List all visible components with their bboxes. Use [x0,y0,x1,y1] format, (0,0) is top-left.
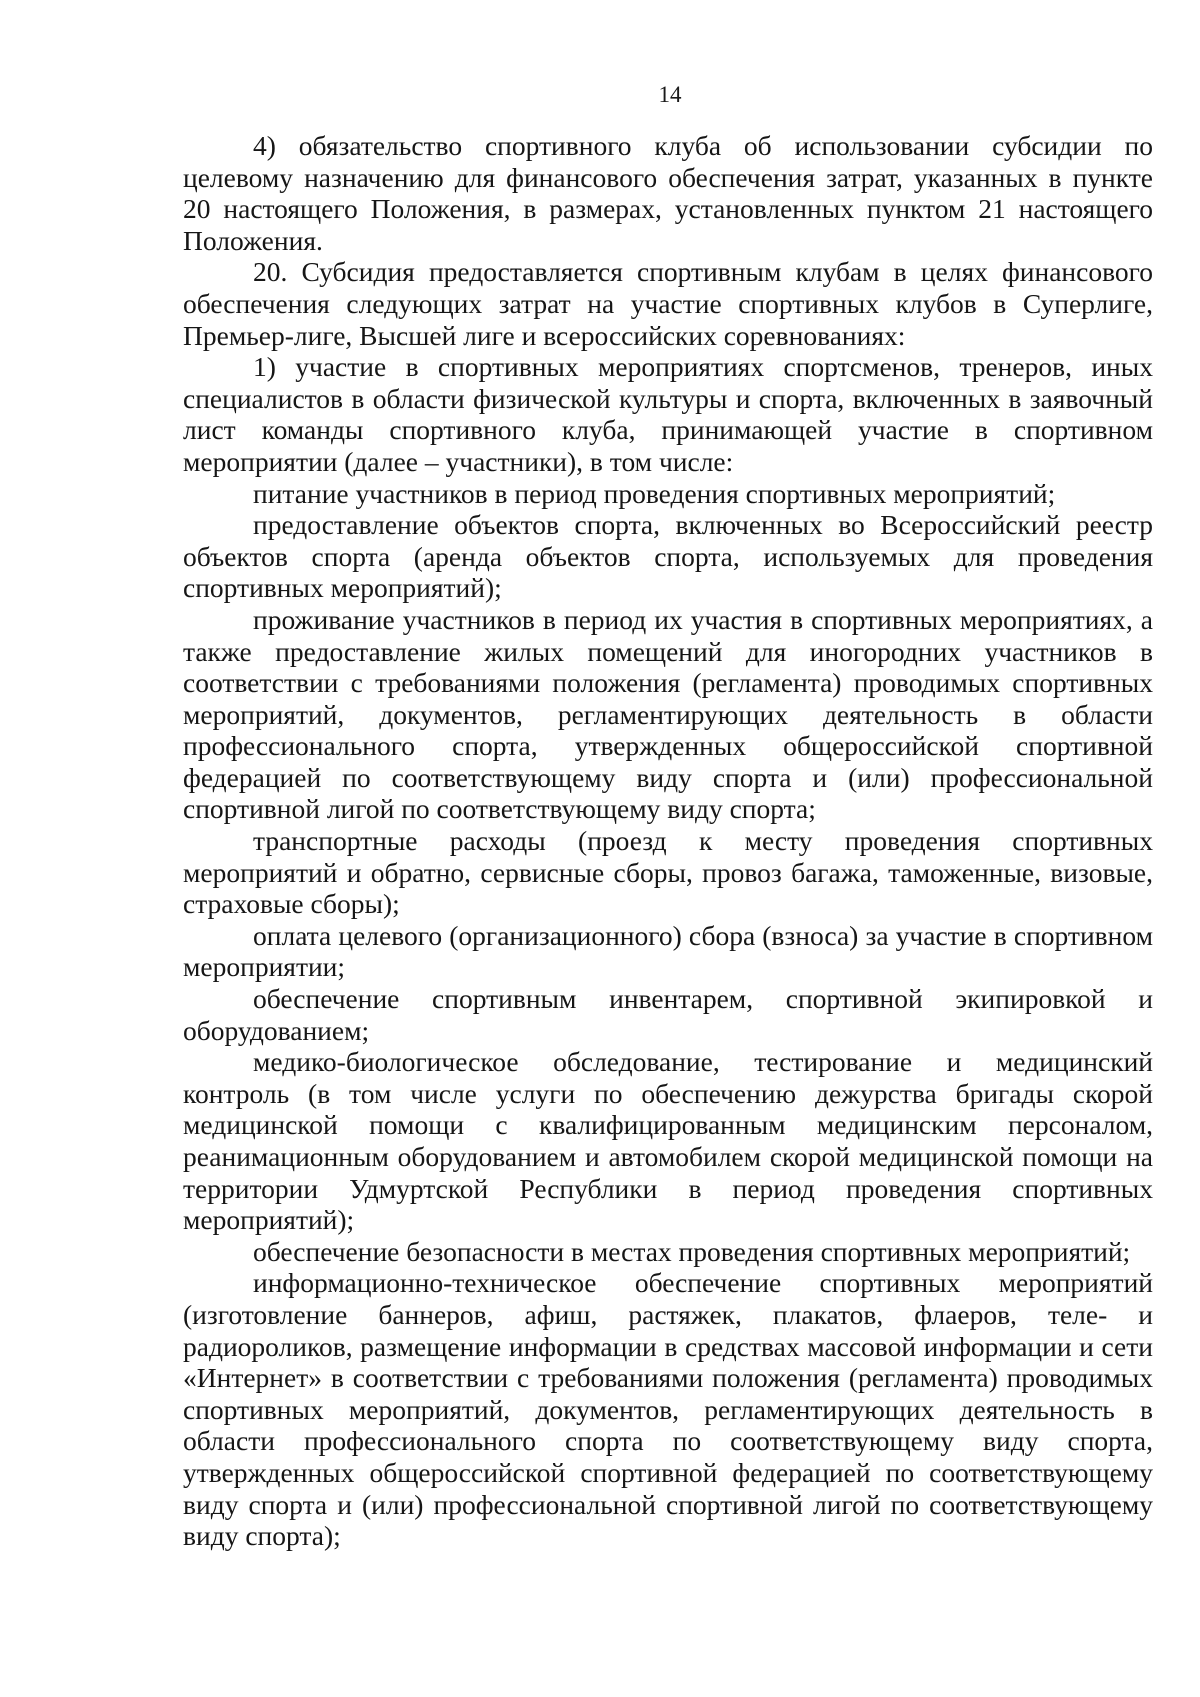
paragraph-accommodation: проживание участников в период их участия в спортивных мероприятиях, а также предоставление жилых помещений для иногородних участников в соответствии с требованиями положения (регламента) проводимых спортивных мероприятий, документов, регламентирующих деятельность в области профессионального спорта, утвержденных общероссийской спортивной федерацией по соответствующему виду спорта и (или) профессиональной спортивной лигой по соответствующему виду спорта; [183,603,1153,825]
paragraph-entry-fee: оплата целевого (организационного) сбора (взноса) за участие в спортивном мероприятии; [183,919,1153,983]
paragraph-item-1: 1) участие в спортивных мероприятиях спортсменов, тренеров, иных специалистов в области физической культуры и спорта, включенных в заявочный лист команды спортивного клуба, принимающей участие в спортивном мероприятии (далее – участники), в том числе: [183,351,1153,477]
paragraph-clause-4: 4) обязательство спортивного клуба об использовании субсидии по целевому назначению для финансового обеспечения затрат, указанных в пункте 20 настоящего Положения, в размерах, установленных пунктом 21 настоящего Положения. [183,130,1153,256]
paragraph-section-20: 20. Субсидия предоставляется спортивным клубам в целях финансового обеспечения следующих затрат на участие спортивных клубов в Суперлиге, Премьер-лиге, Высшей лиге и всероссийских соревнованиях: [183,256,1153,351]
paragraph-security: обеспечение безопасности в местах проведения спортивных мероприятий; [253,1235,1131,1267]
document-body [183,130,1153,1552]
paragraph-equipment: обеспечение спортивным инвентарем, спортивной экипировкой и оборудованием; [183,983,1153,1046]
paragraph-transport: транспортные расходы (проезд к месту проведения спортивных мероприятий и обратно, сервисные сборы, провоз багажа, таможенные, визовые, страховые сборы); [183,825,1153,920]
paragraph-meals: питание участников в период проведения спортивных мероприятий; [253,477,1056,509]
paragraph-info-support: информационно-техническое обеспечение спортивных мероприятий (изготовление баннеров, афиш, растяжек, плакатов, флаеров, теле- и радиороликов, размещение информации в средствах массовой информации и сети «Интернет» в соответствии с требованиями положения (регламента) проводимых спортивных мероприятий, документов, регламентирующих деятельность в области профессионального спорта по соответствующему виду спорта, утвержденных общероссийской спортивной федерацией по соответствующему виду спорта и (или) профессиональной спортивной лигой по соответствующему виду спорта); [183,1267,1153,1552]
paragraph-sport-facilities: предоставление объектов спорта, включенных во Всероссийский реестр объектов спорта (аренда объектов спорта, используемых для проведения спортивных мероприятий); [183,509,1153,604]
page-number: 14 [658,82,682,107]
paragraph-medical: медико-биологическое обследование, тестирование и медицинский контроль (в том числе услуги по обеспечению дежурства бригады скорой медицинской помощи с квалифицированным медицинским персоналом, реанимационным оборудованием и автомобилем скорой медицинской помощи на территории Удмуртской Республики в период проведения спортивных мероприятий); [183,1046,1153,1236]
